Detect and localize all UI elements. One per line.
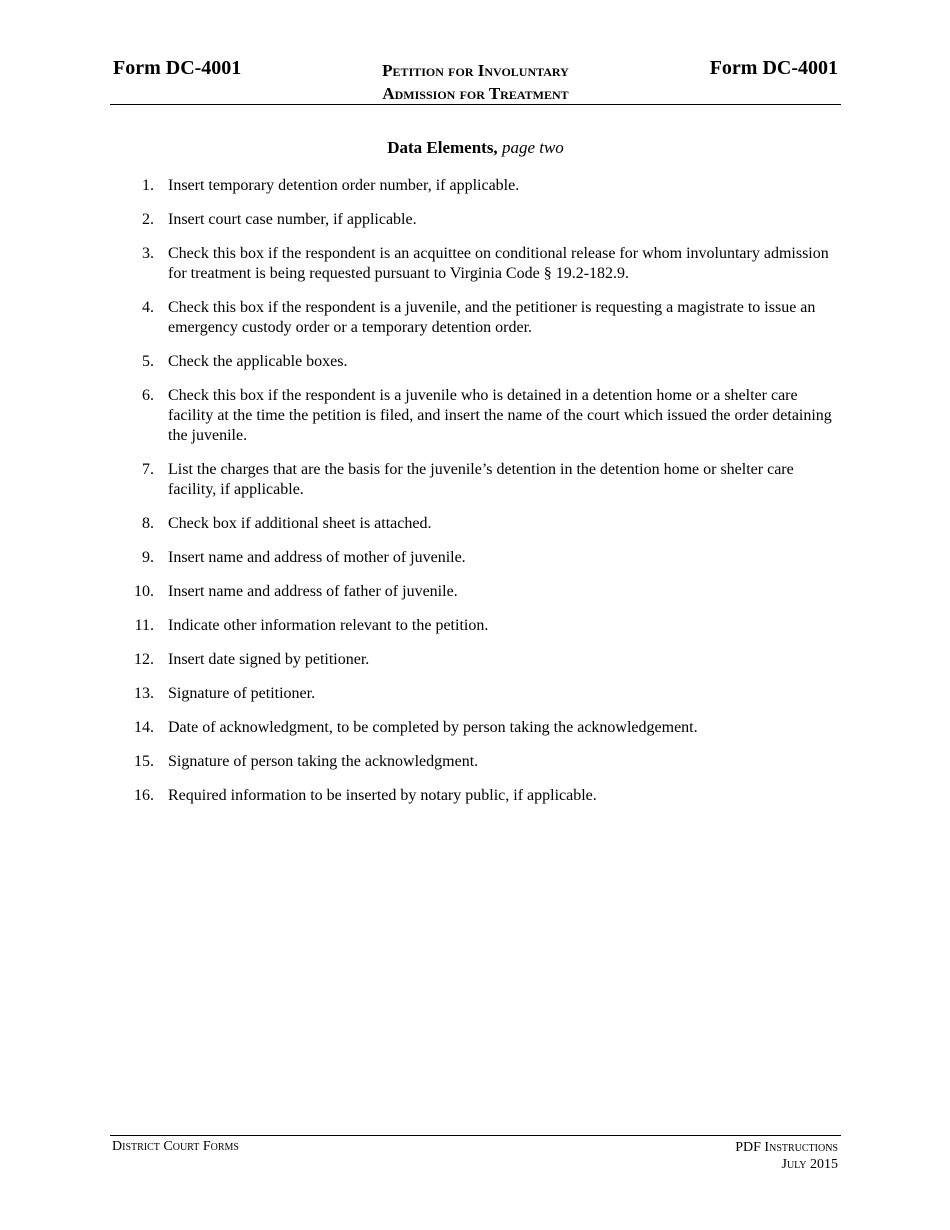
list-item-text: Insert court case number, if applicable. [168, 211, 417, 228]
page-footer [110, 1135, 841, 1172]
list-item-number: 15. [134, 753, 154, 770]
list-item [110, 460, 845, 500]
form-number-right: Form DC-4001 [709, 57, 838, 79]
list-item-number: 10. [134, 583, 154, 600]
list-item-text: Check this box if the respondent is an acquittee on conditional release for whom involuntary admission for treatment is being requested pursuant to Virginia Code § 19.2-182.9. [168, 245, 829, 282]
list-item [110, 514, 845, 534]
list-item [110, 786, 845, 806]
list-item [110, 548, 845, 568]
footer-right-line-1: PDF Instructions [735, 1140, 838, 1155]
list-item-number: 4. [142, 299, 154, 316]
list-item-number: 6. [142, 387, 154, 404]
page-title-line-1: Petition for Involuntary [382, 61, 569, 80]
list-item [110, 244, 845, 284]
section-heading-italic: page two [501, 138, 564, 157]
form-number-left: Form DC-4001 [113, 57, 242, 79]
list-item-text: Check the applicable boxes. [168, 353, 348, 370]
list-item-number: 5. [142, 353, 154, 370]
list-item [110, 352, 845, 372]
list-item [110, 210, 845, 230]
list-item-number: 3. [142, 245, 154, 262]
section-heading-bold: Data Elements, [387, 138, 498, 157]
footer-right [735, 1139, 838, 1173]
list-item [110, 176, 845, 196]
list-item-number: 13. [134, 685, 154, 702]
list-item-number: 8. [142, 515, 154, 532]
list-item-number: 2. [142, 211, 154, 228]
list-item-text: Insert name and address of mother of juvenile. [168, 549, 466, 566]
list-item [110, 386, 845, 446]
list-item [110, 752, 845, 772]
list-item [110, 298, 845, 338]
footer-left-text: District Court Forms [112, 1139, 239, 1154]
list-item-text: Signature of petitioner. [168, 685, 316, 702]
data-elements-list [110, 176, 845, 820]
list-item-text: Required information to be inserted by notary public, if applicable. [168, 787, 597, 804]
page-header [110, 56, 841, 105]
list-item-text: Signature of person taking the acknowledgment. [168, 753, 479, 770]
list-item-text: Check this box if the respondent is a juvenile, and the petitioner is requesting a magistrate to issue an emergency custody order or a temporary detention order. [168, 299, 816, 336]
list-item-text: Insert name and address of father of juvenile. [168, 583, 458, 600]
list-item-text: Insert temporary detention order number, if applicable. [168, 177, 520, 194]
list-item [110, 616, 845, 636]
list-item [110, 684, 845, 704]
list-item-number: 9. [142, 549, 154, 566]
section-heading [110, 138, 841, 158]
list-item-number: 14. [134, 719, 154, 736]
page-title-line-2: Admission for Treatment [382, 84, 569, 103]
list-item [110, 718, 845, 738]
list-item-number: 11. [134, 617, 154, 634]
list-item-number: 12. [134, 651, 154, 668]
list-item [110, 650, 845, 670]
list-item-number: 1. [142, 177, 154, 194]
list-item-text: List the charges that are the basis for the juvenile’s detention in the detention home or shelter care facility, if applicable. [168, 461, 794, 498]
list-item-text: Check box if additional sheet is attached. [168, 515, 432, 532]
footer-right-line-2: July 2015 [781, 1157, 838, 1172]
list-item [110, 582, 845, 602]
list-item-text: Insert date signed by petitioner. [168, 651, 370, 668]
list-item-number: 16. [134, 787, 154, 804]
list-item-text: Date of acknowledgment, to be completed by person taking the acknowledgement. [168, 719, 698, 736]
list-item-text: Indicate other information relevant to the petition. [168, 617, 489, 634]
list-item-number: 7. [142, 461, 154, 478]
list-item-text: Check this box if the respondent is a juvenile who is detained in a detention home or a shelter care facility at the time the petition is filed, and insert the name of the court which issued the order detaining the juvenile. [168, 387, 832, 444]
